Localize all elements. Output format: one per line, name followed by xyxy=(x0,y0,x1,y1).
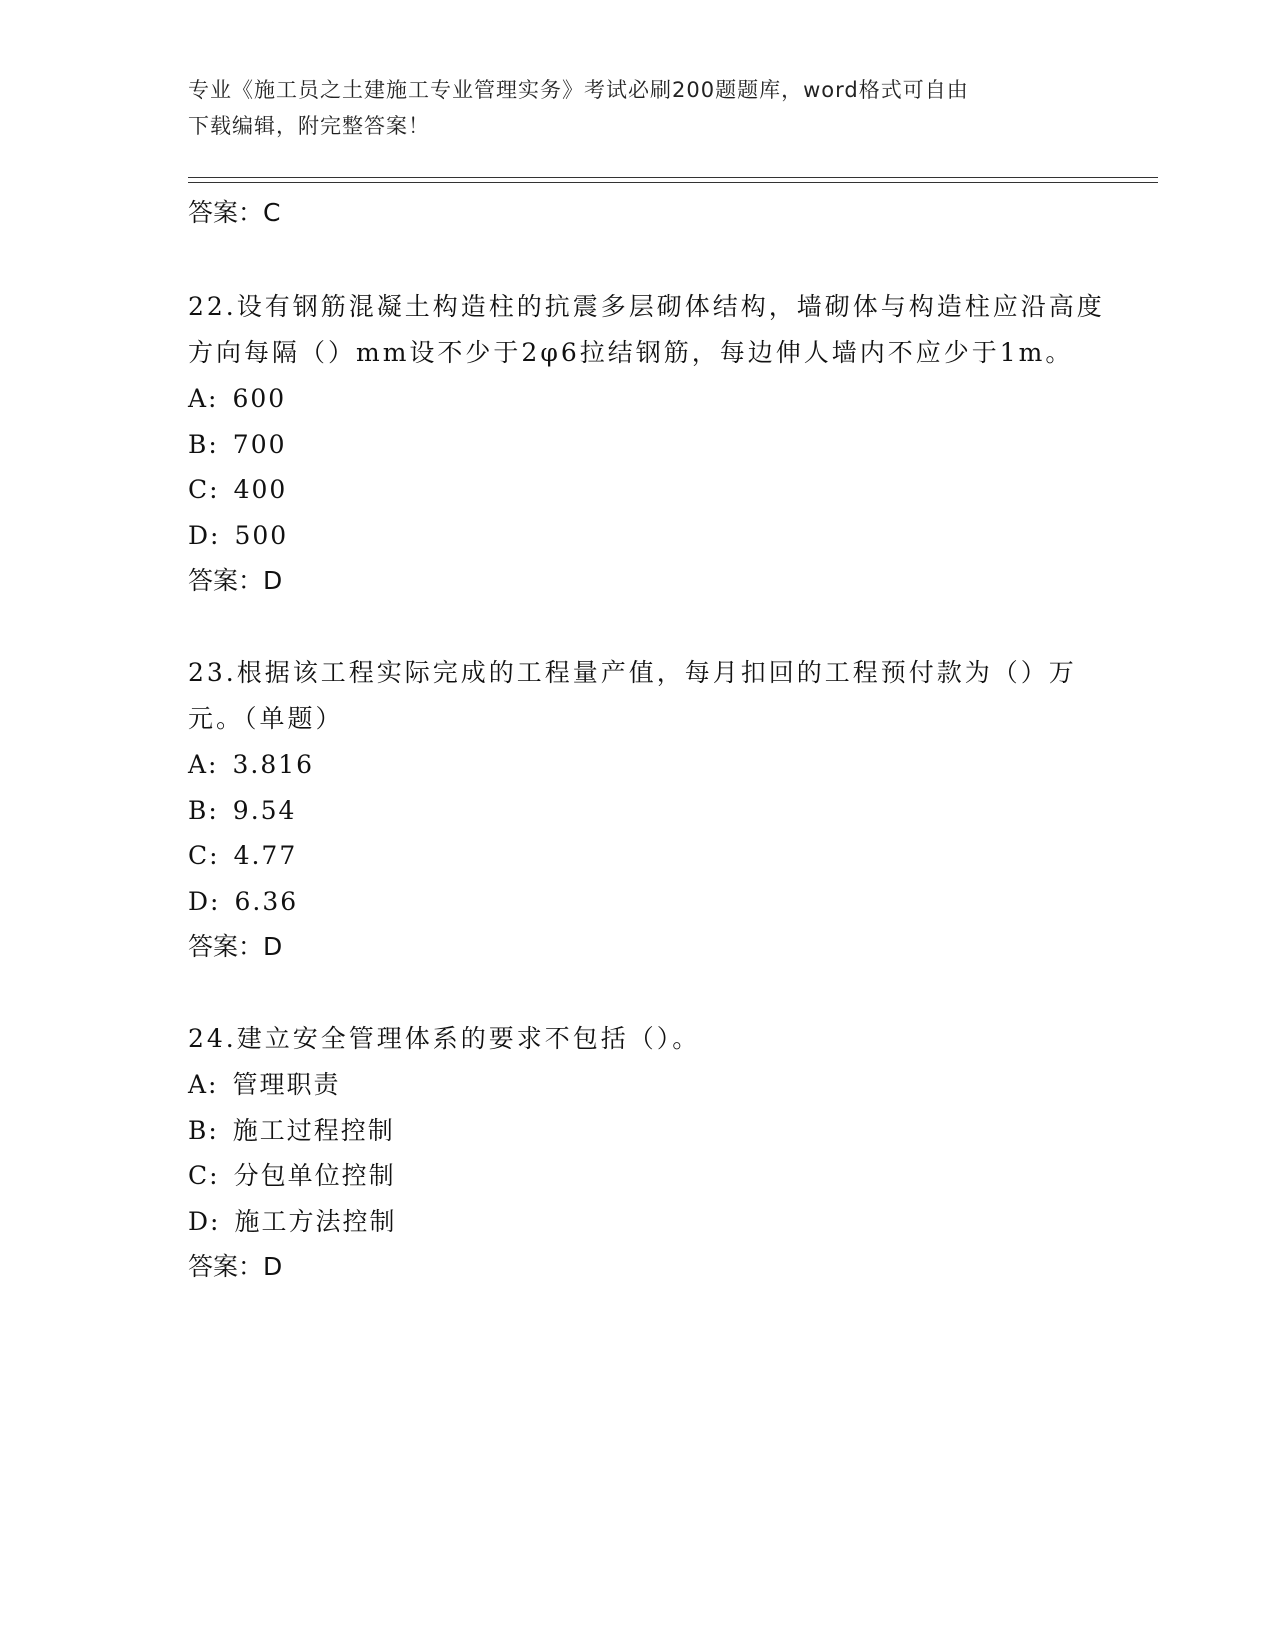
answer-line: 答案：D xyxy=(188,1252,283,1281)
option-text: 500 xyxy=(234,520,289,550)
question-stem: 24.建立安全管理体系的要求不包括（）。 xyxy=(188,1024,701,1053)
question-stem: 23.根据该工程实际完成的工程量产值，每月扣回的工程预付款为（）万元。（单题） xyxy=(188,658,1077,733)
option-text: 施工过程控制 xyxy=(232,1115,395,1145)
header-title-line-1: 专业《施工员之土建施工专业管理实务》考试必刷200题题库，word格式可自由 xyxy=(188,78,969,102)
header-title-line-2: 下载编辑，附完整答案！ xyxy=(188,114,430,138)
option-b xyxy=(188,1108,1118,1154)
document-body xyxy=(188,190,1118,1336)
option-letter: A: xyxy=(188,750,219,779)
header-divider-bottom xyxy=(188,182,1158,183)
option-letter: B: xyxy=(188,429,219,459)
document-header xyxy=(188,72,1088,144)
option-letter: D: xyxy=(188,886,221,916)
previous-answer: 答案：C xyxy=(188,198,281,227)
option-text: 4.77 xyxy=(233,841,298,870)
option-text: 700 xyxy=(232,429,287,459)
option-letter: C: xyxy=(188,1161,220,1190)
option-letter: D: xyxy=(188,1206,221,1236)
option-a xyxy=(188,1062,1118,1108)
option-letter: C: xyxy=(188,475,220,504)
option-c xyxy=(188,1153,1118,1199)
header-divider-top xyxy=(188,177,1158,178)
option-d xyxy=(188,513,1118,559)
option-text: 9.54 xyxy=(232,795,297,825)
option-letter: A: xyxy=(188,1070,219,1099)
answer-line: 答案：D xyxy=(188,566,283,595)
option-letter: B: xyxy=(188,795,219,825)
option-text: 施工方法控制 xyxy=(234,1206,397,1236)
option-letter: A: xyxy=(188,384,219,413)
option-text: 400 xyxy=(233,475,288,504)
question-stem: 22.设有钢筋混凝土构造柱的抗震多层砌体结构，墙砌体与构造柱应沿高度方向每隔（）mm设不少于2φ6拉结钢筋，每边伸人墙内不应少于1m。 xyxy=(188,292,1105,367)
option-c xyxy=(188,467,1118,513)
option-text: 管理职责 xyxy=(232,1070,341,1099)
option-a xyxy=(188,742,1118,788)
question-22 xyxy=(188,284,1118,604)
option-text: 600 xyxy=(232,384,287,413)
option-text: 3.816 xyxy=(232,750,315,779)
option-a xyxy=(188,376,1118,422)
option-b xyxy=(188,422,1118,468)
option-c xyxy=(188,833,1118,879)
question-23 xyxy=(188,650,1118,970)
option-b xyxy=(188,788,1118,834)
option-letter: C: xyxy=(188,841,220,870)
option-d xyxy=(188,1199,1118,1245)
question-24 xyxy=(188,1016,1118,1290)
option-letter: B: xyxy=(188,1115,219,1145)
option-text: 6.36 xyxy=(234,886,299,916)
answer-line: 答案：D xyxy=(188,932,283,961)
option-text: 分包单位控制 xyxy=(233,1161,396,1190)
option-letter: D: xyxy=(188,520,221,550)
option-d xyxy=(188,879,1118,925)
